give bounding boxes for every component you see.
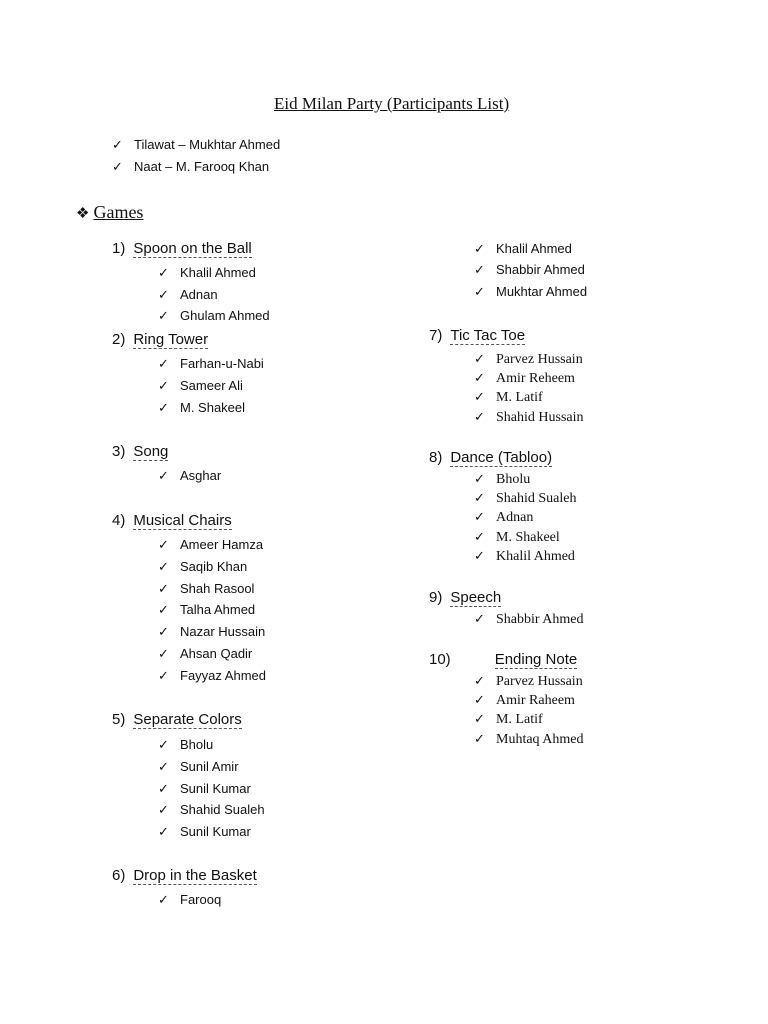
- checkmark-icon: ✓: [474, 370, 485, 385]
- checkmark-icon: ✓: [474, 692, 485, 707]
- list-item: ✓ Bholu: [158, 737, 214, 752]
- list-item: ✓ Shahid Hussain: [474, 409, 584, 425]
- checkmark-icon: ✓: [474, 284, 485, 299]
- game-heading: 2) Ring Tower: [112, 331, 209, 348]
- list-item: ✓ Nazar Hussain: [158, 624, 266, 639]
- list-item: ✓ Sameer Ali: [158, 378, 243, 393]
- game-heading: 9) Speech: [429, 589, 502, 606]
- list-item: ✓ Parvez Hussain: [474, 351, 583, 367]
- list-item: ✓ Ameer Hamza: [158, 537, 264, 552]
- list-item: ✓ Bholu: [474, 471, 531, 487]
- checkmark-icon: ✓: [474, 711, 485, 726]
- list-item: ✓ Farooq: [158, 892, 222, 907]
- game-heading: 6) Drop in the Basket: [112, 867, 257, 884]
- game-heading: 4) Musical Chairs: [112, 512, 232, 529]
- checkmark-icon: ✓: [474, 409, 485, 424]
- list-item: ✓ M. Latif: [474, 711, 543, 727]
- checkmark-icon: ✓: [474, 241, 485, 256]
- list-item: ✓ Adnan: [474, 509, 534, 525]
- checkmark-icon: ✓: [158, 646, 169, 661]
- list-item: ✓ Shahid Sualeh: [474, 490, 577, 506]
- list-item: ✓ Khalil Ahmed: [158, 265, 256, 280]
- checkmark-icon: ✓: [158, 602, 169, 617]
- diamond-bullet-icon: ❖: [76, 206, 90, 222]
- checkmark-icon: ✓: [474, 351, 485, 366]
- list-item: ✓ Amir Reheem: [474, 370, 575, 386]
- checkmark-icon: ✓: [474, 490, 485, 505]
- checkmark-icon: ✓: [158, 824, 169, 839]
- list-item: ✓ Shabbir Ahmed: [474, 611, 584, 627]
- checkmark-icon: ✓: [158, 287, 169, 302]
- list-item: ✓ Farhan-u-Nabi: [158, 356, 264, 371]
- checkmark-icon: ✓: [158, 781, 169, 796]
- list-item: ✓ M. Shakeel: [158, 400, 246, 415]
- list-item: ✓ Mukhtar Ahmed: [474, 284, 588, 299]
- checkmark-icon: ✓: [158, 892, 169, 907]
- checkmark-icon: ✓: [112, 159, 123, 174]
- list-item: ✓ Tilawat – Mukhtar Ahmed: [112, 137, 281, 152]
- checkmark-icon: ✓: [158, 537, 169, 552]
- checkmark-icon: ✓: [158, 400, 169, 415]
- list-item: ✓ Adnan: [158, 287, 218, 302]
- checkmark-icon: ✓: [158, 802, 169, 817]
- list-item: ✓ Fayyaz Ahmed: [158, 668, 266, 683]
- checkmark-icon: ✓: [158, 468, 169, 483]
- game-heading: 10) Ending Note: [429, 651, 578, 668]
- checkmark-icon: ✓: [158, 559, 169, 574]
- list-item: ✓ M. Shakeel: [474, 529, 560, 545]
- checkmark-icon: ✓: [474, 471, 485, 486]
- game-heading: 1) Spoon on the Ball: [112, 240, 252, 257]
- list-item: ✓ Khalil Ahmed: [474, 548, 575, 564]
- checkmark-icon: ✓: [474, 389, 485, 404]
- checkmark-icon: ✓: [158, 624, 169, 639]
- game-heading: 5) Separate Colors: [112, 711, 242, 728]
- game-heading: 7) Tic Tac Toe: [429, 327, 526, 344]
- checkmark-icon: ✓: [474, 529, 485, 544]
- checkmark-icon: ✓: [474, 262, 485, 277]
- checkmark-icon: ✓: [158, 759, 169, 774]
- list-item: ✓ Shah Rasool: [158, 581, 255, 596]
- checkmark-icon: ✓: [158, 356, 169, 371]
- list-item: ✓ Amir Raheem: [474, 692, 575, 708]
- list-item: ✓ Sunil Kumar: [158, 781, 251, 796]
- list-item: ✓ Naat – M. Farooq Khan: [112, 159, 270, 174]
- list-item: ✓ Shabbir Ahmed: [474, 262, 585, 277]
- list-item: ✓ Sunil Amir: [158, 759, 239, 774]
- checkmark-icon: ✓: [158, 737, 169, 752]
- list-item: ✓ Parvez Hussain: [474, 673, 583, 689]
- game-heading: 3) Song: [112, 443, 169, 460]
- list-item: ✓ Shahid Sualeh: [158, 802, 265, 817]
- checkmark-icon: ✓: [474, 509, 485, 524]
- checkmark-icon: ✓: [158, 581, 169, 596]
- checkmark-icon: ✓: [474, 611, 485, 626]
- checkmark-icon: ✓: [158, 378, 169, 393]
- checkmark-icon: ✓: [158, 265, 169, 280]
- list-item: ✓ Ahsan Qadir: [158, 646, 253, 661]
- list-item: ✓ Saqib Khan: [158, 559, 248, 574]
- list-item: ✓ Ghulam Ahmed: [158, 308, 270, 323]
- list-item: ✓ Asghar: [158, 468, 222, 483]
- list-item: ✓ Muhtaq Ahmed: [474, 731, 584, 747]
- checkmark-icon: ✓: [474, 548, 485, 563]
- page-title: Eid Milan Party (Participants List): [274, 94, 510, 113]
- list-item: ✓ Khalil Ahmed: [474, 241, 572, 256]
- list-item: ✓ Talha Ahmed: [158, 602, 256, 617]
- checkmark-icon: ✓: [474, 673, 485, 688]
- checkmark-icon: ✓: [112, 137, 123, 152]
- list-item: ✓ Sunil Kumar: [158, 824, 251, 839]
- game-heading: 8) Dance (Tabloo): [429, 449, 553, 466]
- checkmark-icon: ✓: [158, 668, 169, 683]
- list-item: ✓ M. Latif: [474, 389, 543, 405]
- games-heading: ❖ Games: [76, 202, 144, 222]
- checkmark-icon: ✓: [158, 308, 169, 323]
- checkmark-icon: ✓: [474, 731, 485, 746]
